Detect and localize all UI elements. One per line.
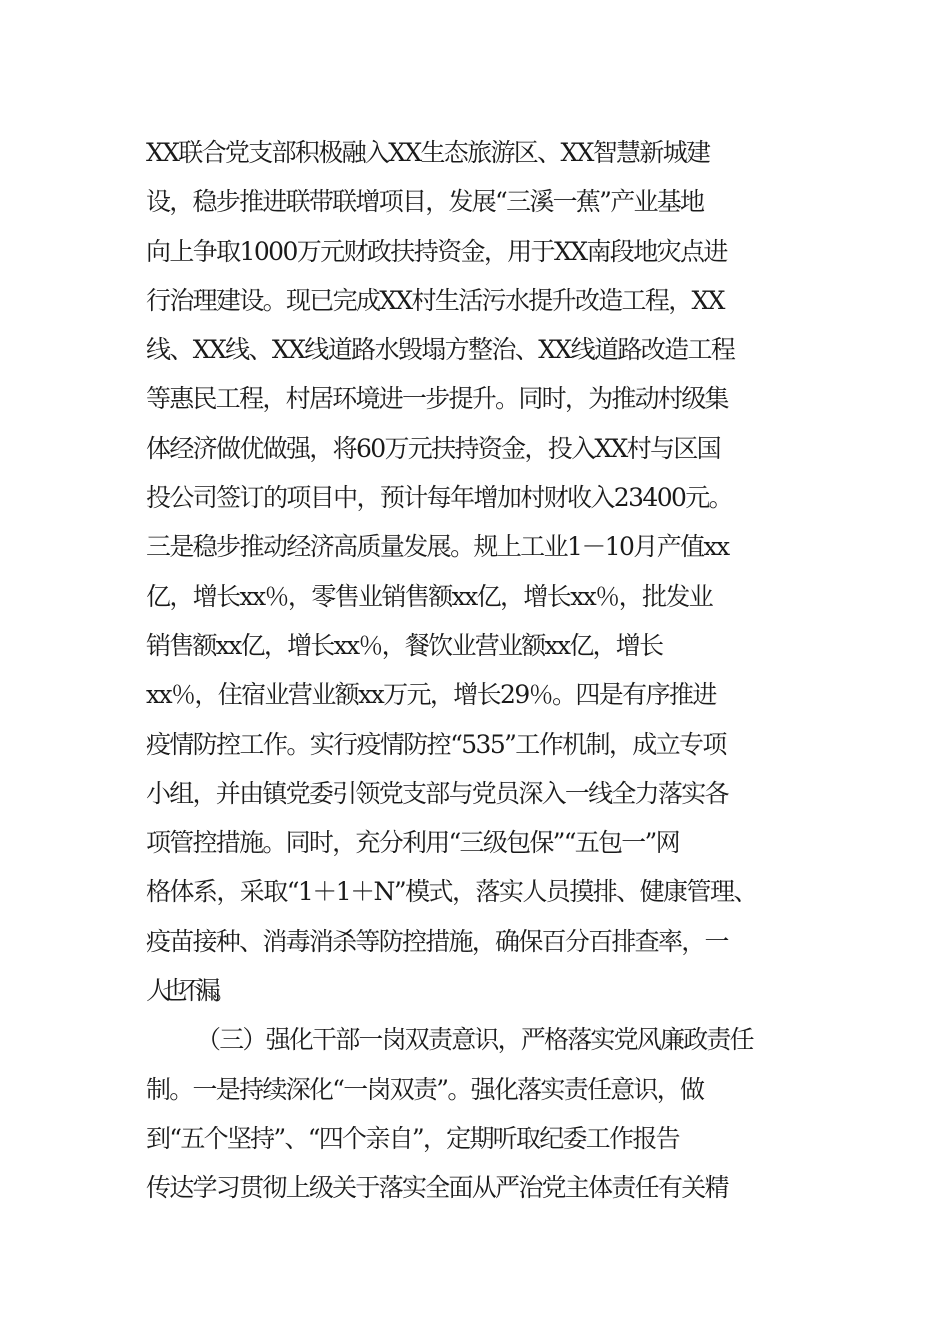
document-body (146, 128, 846, 1213)
text-line: 等惠民工程，村居环境进一步提升。同时，为推动村级集 (146, 384, 728, 414)
text-line: 设，稳步推进联带联增项目，发展“三溪一蕉”产业基地 (146, 187, 704, 217)
text-line: 小组，并由镇党委引领党支部与党员深入一线全力落实各 (146, 778, 728, 808)
text-line: 疫情防控工作。实行疫情防控“535”工作机制，成立专项 (146, 729, 726, 759)
text-line: 向上争取1000万元财政扶持资金，用于XX南段地灾点进 (146, 236, 727, 266)
text-line: 格体系，采取“1＋1＋N”模式，落实人员摸排、健康管理、 (146, 877, 757, 907)
text-line: 亿，增长xx％，零售业销售额xx亿，增长xx％，批发业 (146, 581, 713, 611)
text-line: 传达学习贯彻上级关于落实全面从严治党主体责任有关精 (146, 1173, 728, 1203)
text-line: 制。一是持续深化“一岗双责”。强化落实责任意识，做 (146, 1074, 704, 1104)
text-line: 销售额xx亿，增长xx％，餐饮业营业额xx亿，增长 (146, 630, 663, 660)
text-line: 到“五个坚持”、“四个亲自”，定期听取纪委工作报告 (146, 1123, 679, 1153)
text-line: 人也不漏。 (146, 976, 229, 1006)
text-line: 三是稳步推动经济高质量发展。规上工业1－10月产值xx (146, 532, 729, 562)
text-line: xx％，住宿业营业额xx万元，增长29％。四是有序推进 (146, 680, 716, 710)
text-line: 投公司签订的项目中，预计每年增加村财收入23400元。 (146, 483, 733, 513)
text-line: 疫苗接种、消毒消杀等防控措施，确保百分百排查率，一 (146, 926, 728, 956)
text-line: 体经济做优做强，将60万元扶持资金，投入XX村与区国 (146, 433, 720, 463)
text-line: 线、XX线、XX线道路水毁塌方整治、XX线道路改造工程 (146, 335, 735, 365)
text-line: 项管控措施。同时，充分利用“三级包保”“五包一”网 (146, 828, 679, 858)
text-line: 行治理建设。现已完成XX村生活污水提升改造工程，XX (146, 285, 724, 315)
text-line: XX联合党支部积极融入XX生态旅游区、XX智慧新城建 (146, 138, 710, 167)
paragraph-heading-line: （三）强化干部一岗双责意识，严格落实党风廉政责任 (196, 1025, 753, 1055)
